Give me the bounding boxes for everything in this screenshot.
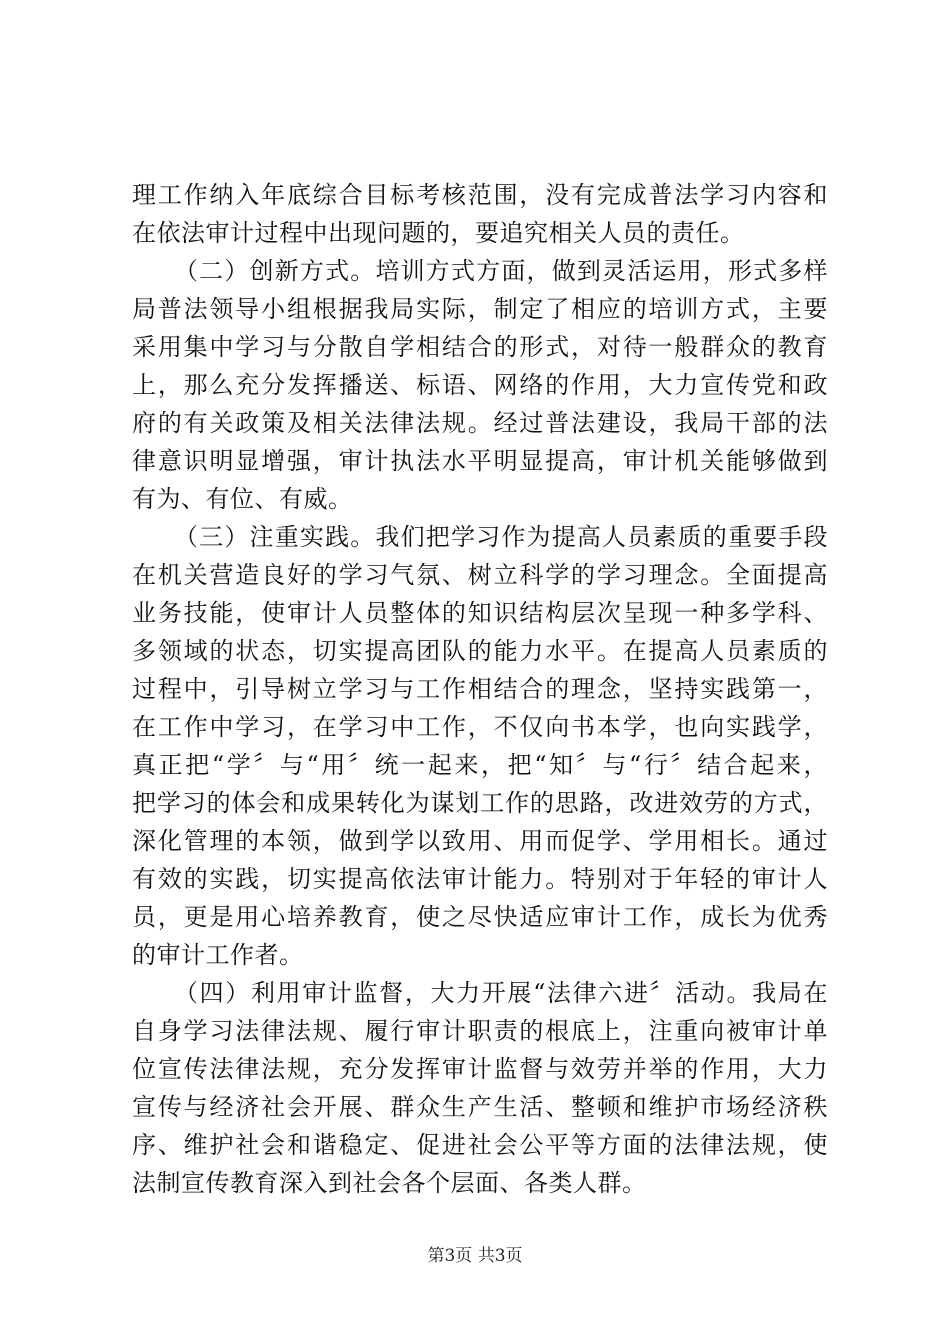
text-line: 过程中，引导树立学习与工作相结合的理念，坚持实践第一， (132, 675, 828, 703)
text-line: （三）注重实践。我们把学习作为提高人员素质的重要手段 (174, 523, 828, 551)
text-line: 多领域的状态，切实提高团队的能力水平。在提高人员素质的 (132, 637, 828, 665)
text-line: 律意识明显增强，审计执法水平明显提高，审计机关能够做到 (132, 447, 828, 475)
text-line: 真正把“学〞与“用〞统一起来，把“知〞与“行〞结合起来， (132, 751, 828, 779)
text-line: 理工作纳入年底综合目标考核范围，没有完成普法学习内容和 (132, 181, 828, 209)
text-line: 上，那么充分发挥播送、标语、网络的作用，大力宣传党和政 (132, 371, 828, 399)
text-line: （二）创新方式。培训方式方面，做到灵活运用，形式多样 (174, 257, 828, 285)
text-line: 有效的实践，切实提高依法审计能力。特别对于年轻的审计人 (132, 865, 828, 893)
text-line: 局普法领导小组根据我局实际，制定了相应的培训方式，主要 (132, 295, 828, 323)
body-text (132, 176, 828, 1202)
text-line: 的审计工作者。 (132, 941, 304, 969)
text-line: （四）利用审计监督，大力开展“法律六进〞活动。我局在 (174, 979, 828, 1007)
page-footer: 第3页 共3页 (427, 1246, 523, 1266)
text-line: 位宣传法律法规，充分发挥审计监督与效劳并举的作用，大力 (132, 1055, 828, 1083)
text-line: 府的有关政策及相关法律法规。经过普法建设，我局干部的法 (132, 409, 828, 437)
text-line: 深化管理的本领，做到学以致用、用而促学、学用相长。通过 (132, 827, 828, 855)
text-line: 序、维护社会和谐稳定、促进社会公平等方面的法律法规，使 (132, 1131, 828, 1159)
text-line: 法制宣传教育深入到社会各个层面、各类人群。 (132, 1169, 647, 1197)
text-line: 自身学习法律法规、履行审计职责的根底上，注重向被审计单 (132, 1017, 828, 1045)
text-line: 员，更是用心培养教育，使之尽快适应审计工作，成长为优秀 (132, 903, 828, 931)
text-line: 业务技能，使审计人员整体的知识结构层次呈现一种多学科、 (132, 599, 828, 627)
text-line: 采用集中学习与分散自学相结合的形式，对待一般群众的教育 (132, 333, 828, 361)
text-line: 把学习的体会和成果转化为谋划工作的思路，改进效劳的方式， (132, 789, 828, 817)
text-line: 宣传与经济社会开展、群众生产生活、整顿和维护市场经济秩 (132, 1093, 828, 1121)
text-line: 在工作中学习，在学习中工作，不仅向书本学，也向实践学， (132, 713, 828, 741)
text-line: 有为、有位、有威。 (132, 485, 353, 513)
text-line: 在依法审计过程中出现问题的，要追究相关人员的责任。 (132, 219, 745, 247)
text-line: 在机关营造良好的学习气氛、树立科学的学习理念。全面提高 (132, 561, 828, 589)
